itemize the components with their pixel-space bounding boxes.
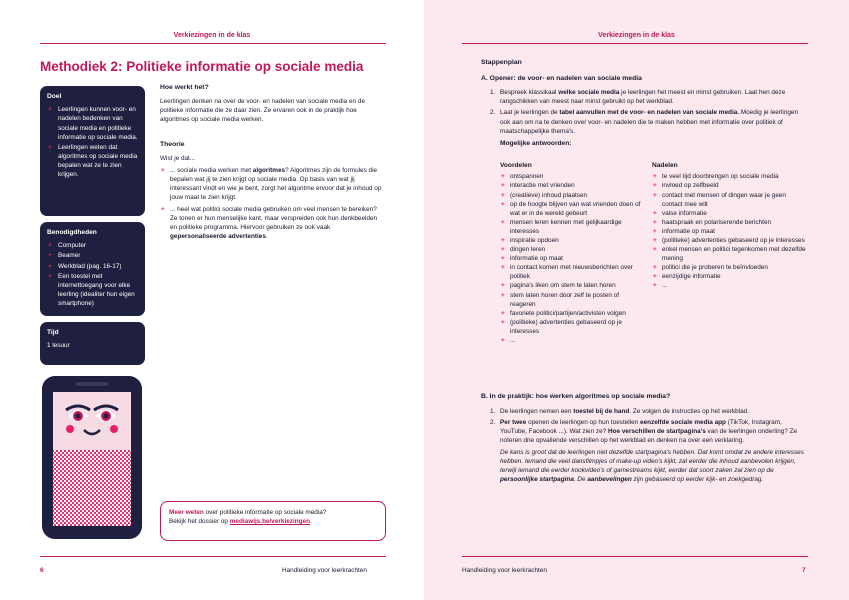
list-item: + ... sociale media werken met algoritmes? Algoritmes zijn de formules die bepalen wat jij te zien krijgt op sociale media. Op basis van wat jij interessant vindt en wie je bent, zorgt het algoritme ervoor dat je inhoud op jouw maat te zien krijgt.	[160, 166, 385, 202]
left-page	[0, 0, 424, 600]
list-item: + Leerlingen weten dat algoritmes op sociale media bepalen wat ze te zien krijgen.	[47, 143, 138, 179]
running-head-right: Verkiezingen in de klas	[598, 32, 675, 39]
header-rule-left	[40, 43, 386, 44]
list-item: + dingen leren	[500, 245, 645, 254]
list-item: + politici die je proberen te beïnvloeden	[652, 263, 807, 272]
theorie-intro: Wist je dat...	[160, 154, 196, 162]
voordelen-list	[500, 172, 645, 345]
list-item: + Leerlingen kunnen voor- en nadelen bedenken van sociale media en politieke informatie op sociale media.	[47, 105, 138, 141]
hoe-heading: Hoe werkt het?	[160, 84, 209, 91]
benodigdheden-heading: Benodigdheden	[47, 229, 97, 236]
section-a-heading: A. Opener: de voor- en nadelen van sociale media	[481, 74, 642, 82]
list-item: + op de hoogte blijven van wat vrienden doen of wat er in de wereld gebeurt	[500, 200, 645, 218]
list-item: + enkel mensen en politici tegenkomen met dezelfde mening	[652, 245, 807, 263]
list-item: + mensen leren kennen met gelijkaardige interesses	[500, 218, 645, 236]
list-item: + Computer	[47, 241, 138, 250]
list-item: + invloed op zelfbeeld	[652, 181, 807, 190]
list-item: + Een toestel met internettoegang voor elke leerling (idealiter hun eigen smartphone)	[47, 272, 138, 308]
benodigdheden-box	[40, 222, 145, 316]
stappenplan-heading: Stappenplan	[481, 59, 522, 66]
list-item: + favoriete politici/partijen/activisten volgen	[500, 309, 645, 318]
list-item: + (creatieve) inhoud plaatsen	[500, 191, 645, 200]
section-b-steps	[481, 407, 806, 445]
list-item: + informatie op maat	[652, 227, 807, 236]
theorie-section	[160, 140, 385, 241]
meer-weten-label: Meer weten	[169, 509, 204, 516]
section-b	[481, 392, 806, 484]
running-head-left: Verkiezingen in de klas	[173, 32, 251, 39]
tijd-heading: Tijd	[47, 329, 59, 336]
list-item: + inspiratie opdoen	[500, 236, 645, 245]
stappenplan-section	[481, 58, 806, 148]
list-item: + eenzijdige informatie	[652, 272, 807, 281]
doel-heading: Doel	[47, 93, 62, 100]
footer-left: Handleiding voor leerkrachten	[282, 567, 367, 574]
list-item: + ... heel wat politici sociale media gebruiken om veel mensen te bereiken? Ze tonen er hun menselijke kant, maar verspreiden ook hun denkbeelden en politieke programma. Hiervoor gebruiken ze ook vaak gepersonaliseerde advertenties.	[160, 205, 385, 241]
footer-rule-right	[462, 556, 808, 557]
list-item: 2. Laat je leerlingen de tabel aanvullen met de voor- en nadelen van sociale media. Moedig je leerlingen ook aan om na te denken over voor- en nadelen die te maken hebben met informatie over politiek of maatschappelijke thema's.	[490, 109, 799, 135]
list-item: 1. De leerlingen nemen een toestel bij de hand. Ze volgen de instructies op het werkblad.	[490, 407, 750, 415]
page-number-right: 7	[802, 567, 806, 574]
footer-rule-left	[40, 556, 386, 557]
list-item: + contact met mensen of dingen waar je geen contact mee wilt	[652, 191, 807, 209]
benodigdheden-list	[47, 241, 138, 308]
list-item: + interactie met vrienden	[500, 181, 645, 190]
doel-box	[40, 86, 145, 216]
meer-weten-box: Meer weten over politieke informatie op sociale media? Bekijk het dossier op mediawijs.be/verkiezingen.	[160, 501, 386, 541]
mediawijs-link[interactable]: mediawijs.be/verkiezingen	[229, 518, 311, 526]
section-b-heading: B. In de praktijk: hoe werken algoritmes op sociale media?	[481, 393, 671, 400]
list-item: + valse informatie	[652, 209, 807, 218]
header-rule-right	[462, 43, 808, 44]
nadelen-list	[652, 172, 807, 290]
list-item: + ...	[500, 336, 645, 345]
tijd-box	[40, 322, 145, 365]
list-item: + (politieke) advertenties gebaseerd op je interesses	[652, 236, 807, 245]
doel-list	[47, 105, 138, 179]
list-item: + haatspraak en polariserende berichten	[652, 218, 807, 227]
theorie-heading: Theorie	[160, 141, 185, 148]
page-number-left: 6	[40, 567, 44, 574]
voordelen-heading: Voordelen	[500, 162, 532, 169]
list-item: + informatie op maat	[500, 254, 645, 263]
list-item: + Beamer	[47, 251, 138, 260]
nadelen-heading: Nadelen	[652, 162, 678, 169]
page-title: Methodiek 2: Politieke informatie op sociale media	[40, 59, 364, 74]
explanation-text: De kans is groot dat de leerlingen niet dezelfde startpagina's hebben. Dat komt omdat ze andere interesses hebben. Iemand die veel dansfilmpjes of make-up video's kijkt, zal eerder die inhoud aanbevolen krijgen, terwijl iemand die eerder kookvideo's of gamestreams kijkt, eerder dat soort zaken zal zien op de persoonlijke startpagina. De aanbevelingen zijn gebaseerd op eerder kijk- en zoekgedrag.	[500, 449, 804, 484]
list-item: + pagina's liken om stem te laten horen	[500, 281, 645, 290]
voordelen-column	[500, 161, 645, 345]
footer-right: Handleiding voor leerkrachten	[462, 567, 547, 574]
list-item: 2. Per twee openen de leerlingen op hun toestellen eenzelfde sociale media app (TikTok, Instagram, YouTube, Facebook ...). Wat zien ze? Hoe verschillen de startpagina's van de leerlingen onderling? Ze noteren drie opvallende verschillen op het werkblad en denken na over een verklaring.	[490, 418, 798, 444]
theorie-list	[160, 166, 385, 242]
section-a-steps	[481, 88, 806, 135]
hoe-text: Leerlingen denken na over de voor- en nadelen van sociale media en de politieke informatie die ze daar zien. Ze ervaren ook in de praktijk hoe algoritmes op sociale media werken.	[160, 97, 365, 123]
list-item: + in contact komen met nieuwsberichten over politiek	[500, 263, 645, 281]
hoe-werkt-section	[160, 83, 385, 127]
list-item: + Werkblad (pag. 16-17)	[47, 262, 138, 271]
tijd-value: 1 lesuur	[47, 342, 70, 350]
list-item: + ...	[652, 281, 807, 290]
list-item: + ontspannen	[500, 172, 645, 181]
list-item: + stem laten horen door zelf te posten of reageren	[500, 291, 645, 309]
phone-illustration-icon	[40, 374, 144, 541]
list-item: + (politieke) advertenties gebaseerd op je interesses	[500, 318, 645, 336]
list-item: 1. Bespreek klassikaal welke sociale media je leerlingen het meest en minst gebruiken. Laat hen deze rangschikken van meest naar minst gebruikt op het werkblad.	[490, 89, 786, 106]
list-item: + te veel tijd doorbrengen op sociale media	[652, 172, 807, 181]
nadelen-column	[652, 161, 807, 291]
mogelijke-antwoorden: Mogelijke antwoorden:	[500, 139, 572, 147]
